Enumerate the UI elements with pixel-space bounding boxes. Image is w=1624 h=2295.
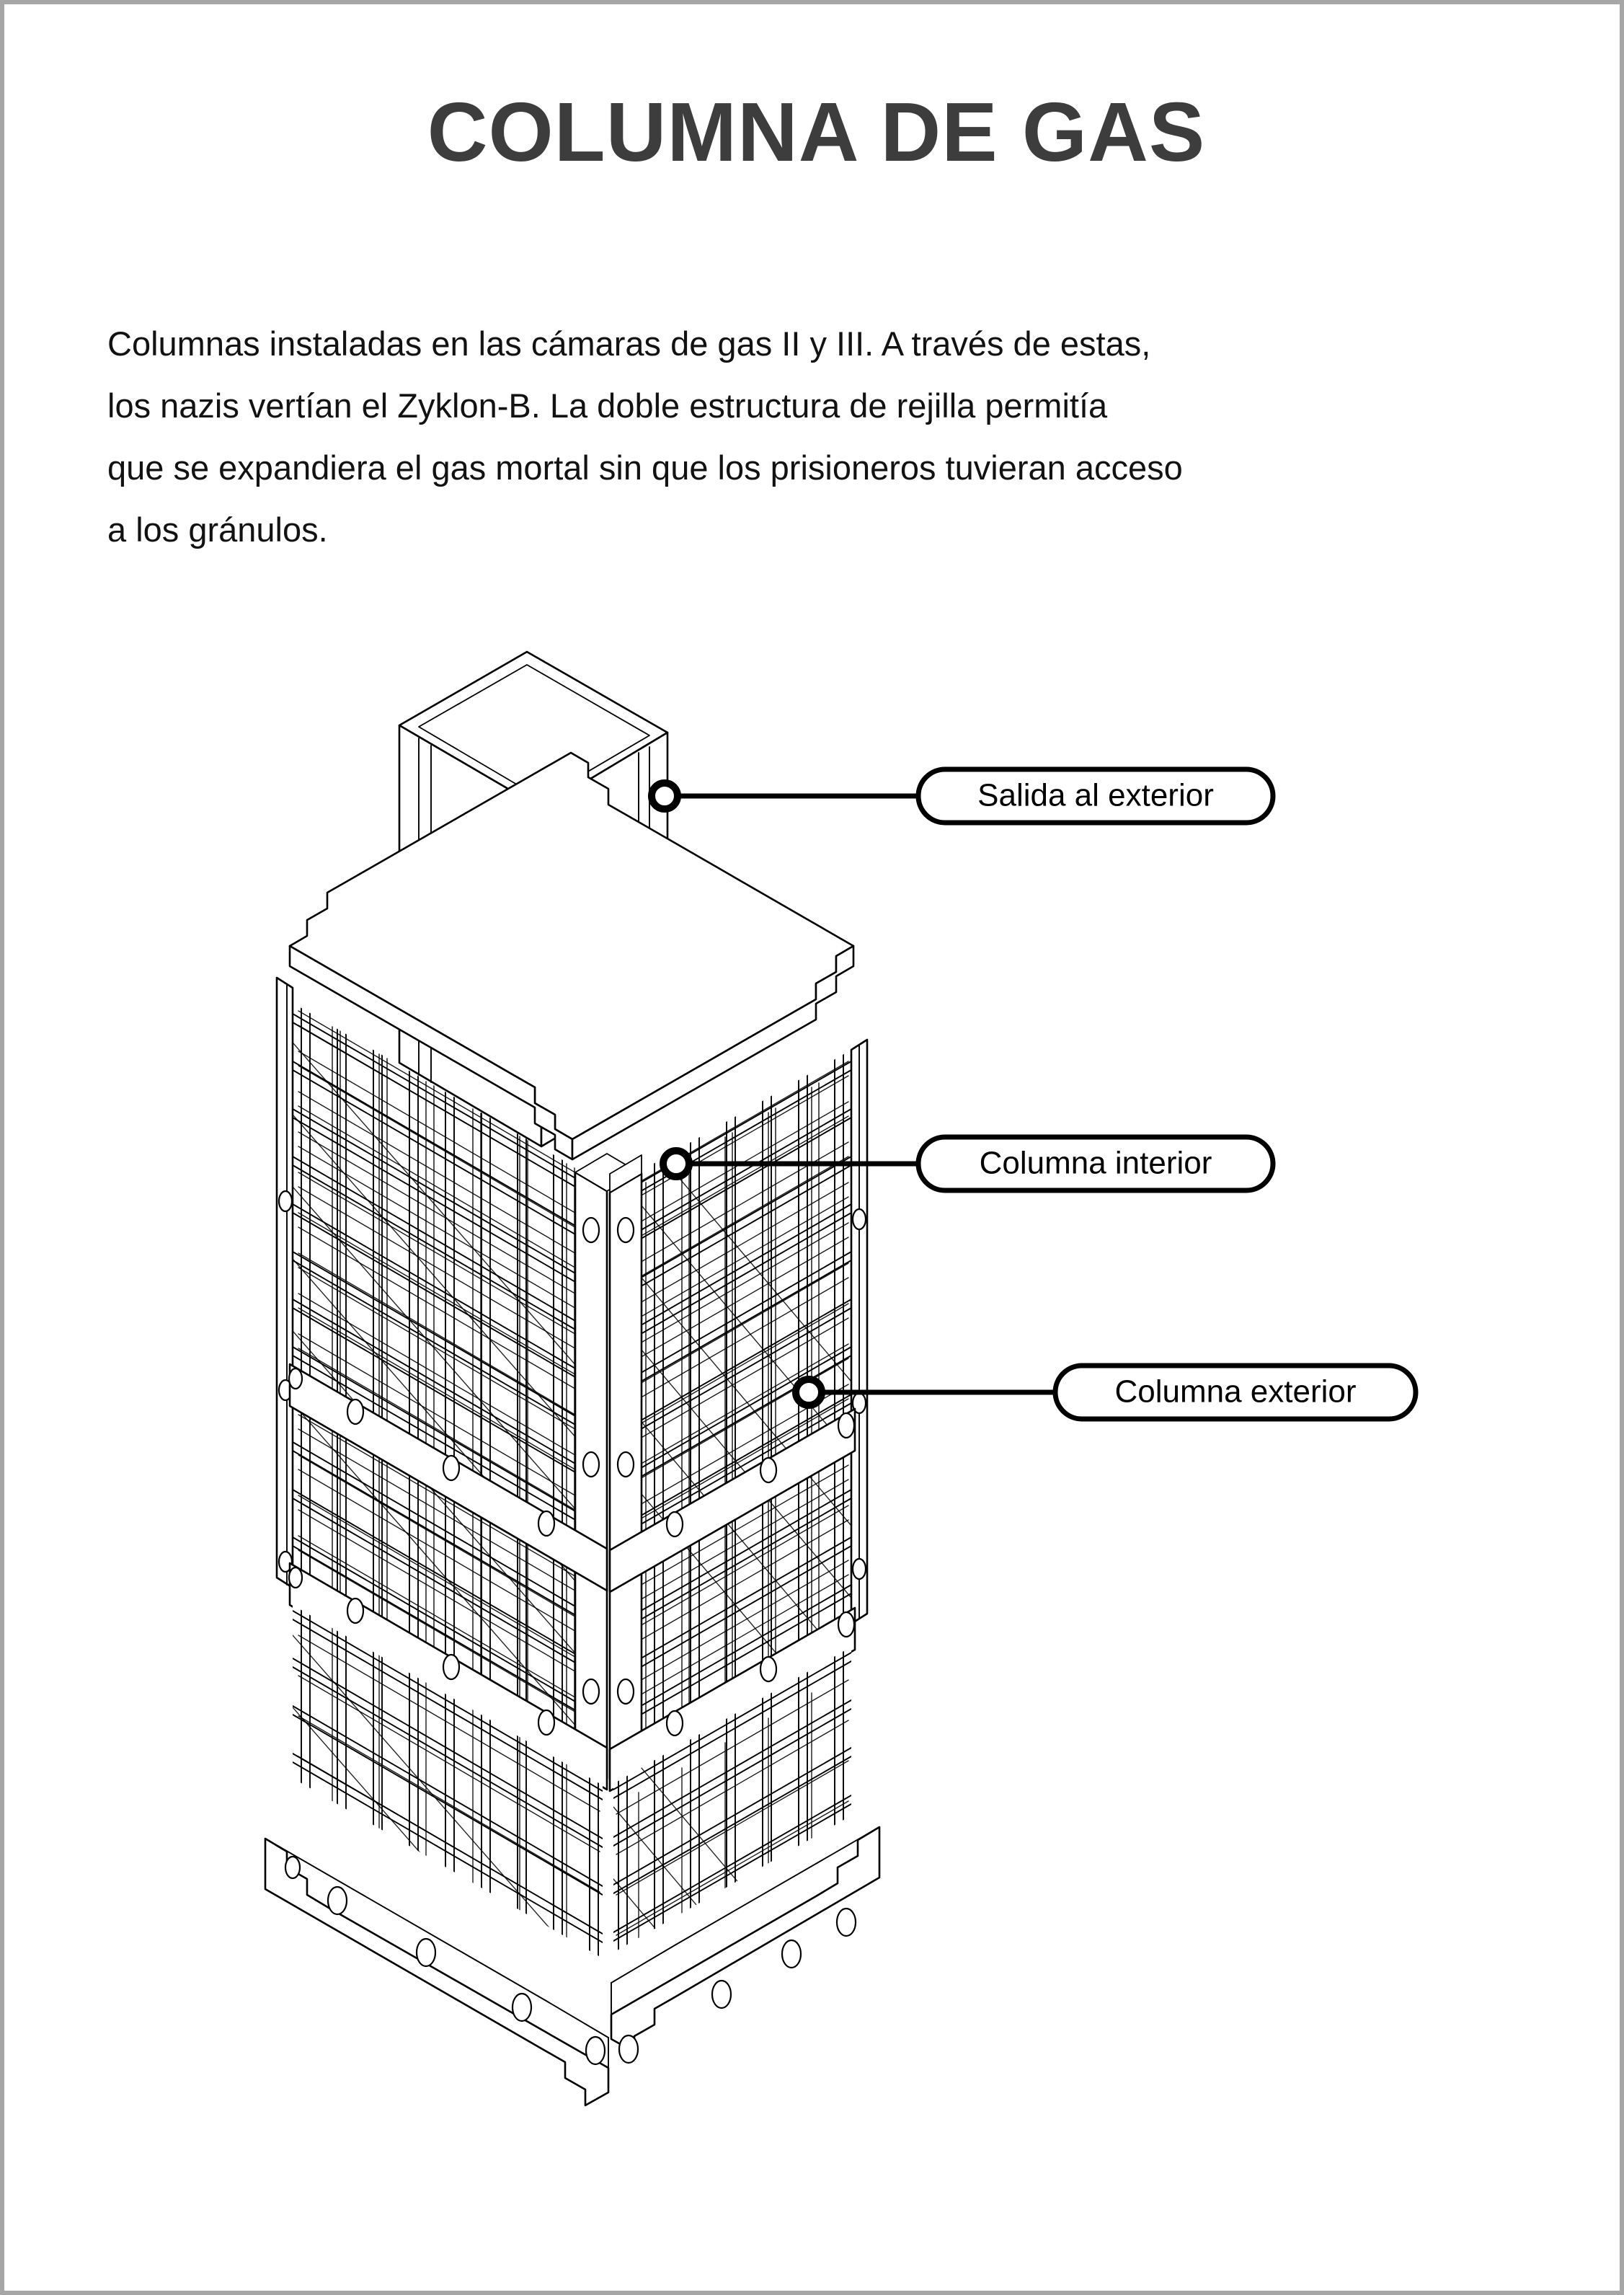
description-line-4: a los gránulos. [107,510,328,549]
callout-label-exterior: Columna exterior [1114,1374,1357,1410]
callout-label-interior: Columna interior [979,1145,1212,1181]
description-line-1: Columnas instaladas en las cámaras de gas II y III. A través de estas, [107,324,1151,363]
callout-columna-exterior[interactable] [796,1366,1416,1419]
callout-label-salida: Salida al exterior [977,777,1214,813]
corner-post-front [575,1154,642,1779]
callout-salida-al-exterior[interactable] [652,769,1273,823]
corner-post-right [851,1040,867,1624]
page-title: COLUMNA DE GAS [427,85,1206,179]
gas-column-illustration [4,610,1624,2196]
description-text [107,313,1520,561]
description-line-3: que se expandiera el gas mortal sin que los prisioneros tuvieran acceso [107,448,1183,487]
corner-post-left [277,978,293,1588]
description-line-2: los nazis vertían el Zyklon-B. La doble estructura de rejilla permitía [107,386,1108,425]
